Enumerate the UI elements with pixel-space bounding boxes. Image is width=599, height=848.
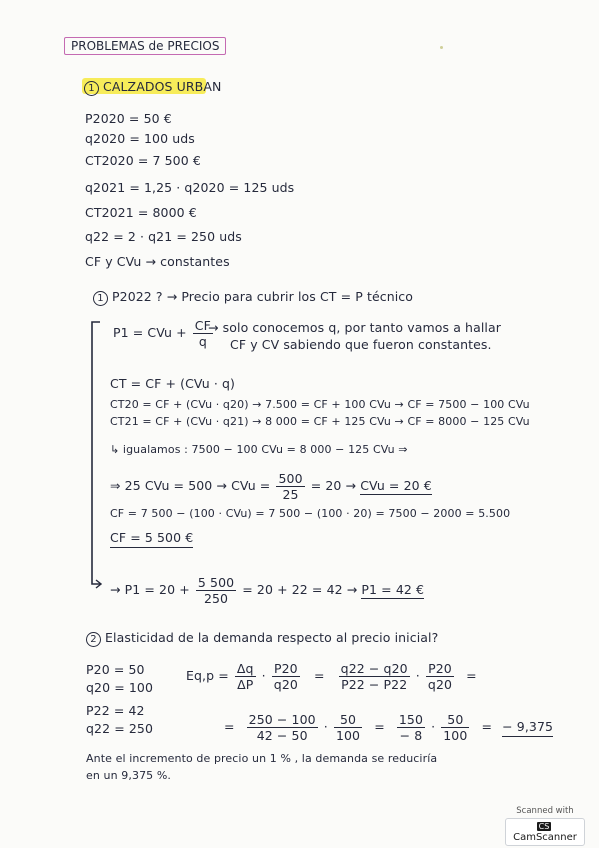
- ct21-equation: CT21 = CF + (CVu · q21) → 8 000 = CF + 125 CVu → CF = 8000 − 125 CVu: [110, 415, 530, 428]
- fraction-denominator: ΔP: [237, 677, 254, 692]
- p1-mid: = 20 + 22 = 42 →: [242, 582, 358, 597]
- fraction-numerator: 50: [334, 712, 362, 728]
- part2-question-text: Elasticidad de la demanda respecto al precio inicial?: [105, 630, 439, 645]
- fraction-numerator: CF: [194, 318, 211, 333]
- fraction-denominator: 100: [443, 728, 468, 743]
- p2-given: P22 = 42: [86, 703, 145, 718]
- fraction-numerator: 500: [278, 471, 303, 486]
- cf-result-line: [110, 530, 193, 545]
- elasticity-lhs: Eq,p =: [186, 668, 229, 683]
- part1-number: 1: [93, 291, 108, 306]
- ct-formula: CT = CF + (CVu · q): [110, 376, 235, 391]
- fraction-numerator: 250 − 100: [248, 712, 316, 727]
- given-line: CF y CVu → constantes: [85, 254, 230, 269]
- equals-sign: =: [224, 719, 235, 734]
- fraction-denominator: q: [198, 334, 207, 349]
- p2-given: q20 = 100: [86, 680, 154, 695]
- fraction: [426, 661, 454, 692]
- fraction: [272, 661, 300, 692]
- page-title: PROBLEMAS de PRECIOS: [64, 37, 226, 55]
- equals-sign: =: [374, 719, 385, 734]
- section1-heading: [84, 79, 221, 96]
- p1-result: P1 = 42 €: [361, 582, 425, 597]
- elasticity-formula: Eq,p = $\frac{\Delta q}{\Delta P}$ · $\frac{P20}{q20}$ = $\frac{q22 - q20}{P22 - P22}$ · $\frac{P20}{q20}$ =: [186, 661, 477, 692]
- fraction-denominator: 42 − 50: [256, 728, 308, 743]
- formula-note: → solo conocemos q, por tanto vamos a hallar: [208, 320, 501, 335]
- p1-final-line: [110, 575, 424, 606]
- fraction: [334, 712, 362, 743]
- fraction-numerator: 150: [398, 712, 424, 727]
- p2-given: P20 = 50: [86, 662, 145, 677]
- part1-question-text: P2022 ? → Precio para cubrir los CT = P técnico: [112, 289, 414, 304]
- part1-question: [93, 289, 413, 306]
- elasticity-result: − 9,375: [502, 719, 553, 737]
- given-line: q2020 = 100 uds: [85, 131, 195, 146]
- camscanner-brand: CamScanner: [513, 832, 577, 843]
- fraction-denominator: q20: [427, 677, 453, 692]
- p1-pre: → P1 = 20 +: [110, 582, 190, 597]
- equate-line: ↳ igualamos : 7500 − 100 CVu = 8 000 − 125 CVu ⇒: [110, 443, 408, 456]
- solve-fraction: [276, 471, 304, 502]
- given-line: P2020 = 50 €: [85, 111, 172, 126]
- fraction: [441, 712, 469, 743]
- fraction-numerator: Δq: [236, 661, 254, 676]
- ct20-equation: CT20 = CF + (CVu · q20) → 7.500 = CF + 100 CVu → CF = 7500 − 100 CVu: [110, 398, 530, 411]
- equals-sign: =: [481, 719, 493, 734]
- price-formula-lhs: P1 = CVu +: [113, 325, 187, 340]
- fraction: [397, 712, 425, 743]
- bleed-mark: [440, 46, 443, 49]
- p2-given: q22 = 250: [86, 721, 154, 736]
- equals-sign: =: [466, 668, 477, 683]
- solve-mid: = 20 →: [310, 478, 357, 493]
- part2-question: [86, 630, 438, 647]
- solve-cvu-line: [110, 471, 432, 502]
- fraction: [339, 661, 410, 692]
- price-formula: [113, 318, 215, 349]
- p1-fraction: [196, 575, 236, 606]
- given-line: CT2021 = 8000 €: [85, 205, 197, 220]
- part2-number: 2: [86, 632, 101, 647]
- fraction-numerator: P20: [426, 661, 454, 677]
- fraction-numerator: P20: [272, 661, 300, 677]
- fraction: [235, 661, 256, 692]
- given-line: q22 = 2 · q21 = 250 uds: [85, 229, 242, 244]
- conclusion-line: Ante el incremento de precio un 1 % , la demanda se reduciría: [86, 752, 438, 765]
- given-line: CT2020 = 7 500 €: [85, 153, 201, 168]
- elasticity-substitution: = $\frac{250 - 100}{42 - 50}$ · $\frac{50}{100}$ = $\frac{150}{- 8}$ · $\frac{50}{100}$ = − 9,375: [224, 712, 554, 743]
- solve-pre: ⇒ 25 CVu = 500 → CVu =: [110, 478, 271, 493]
- camscanner-logo: [505, 818, 585, 846]
- bracket-arrow: [88, 318, 102, 590]
- conclusion-line: en un 9,375 %.: [86, 769, 172, 782]
- fraction-numerator: 5 500: [197, 575, 235, 590]
- fraction: [247, 712, 318, 743]
- fraction-numerator: 50: [441, 712, 469, 728]
- watermark-caption: Scanned with: [516, 806, 574, 816]
- fraction-denominator: P22 − P22: [341, 677, 408, 692]
- fraction-denominator: 100: [335, 728, 361, 743]
- fraction-denominator: − 8: [399, 728, 423, 743]
- cf-calculation: CF = 7 500 − (100 · CVu) = 7 500 − (100 · 20) = 7500 − 2000 = 5.500: [110, 507, 511, 520]
- camscanner-logo-icon: CS: [538, 822, 550, 831]
- section1-number: 1: [84, 81, 99, 96]
- section1-title: CALZADOS URBAN: [103, 79, 222, 94]
- cvu-result: CVu = 20 €: [360, 478, 432, 493]
- given-line: q2021 = 1,25 · q2020 = 125 uds: [85, 180, 295, 195]
- fraction-denominator: q20: [273, 677, 298, 692]
- cf-result: CF = 5 500 €: [110, 530, 193, 548]
- camscanner-watermark: [505, 806, 585, 842]
- fraction-denominator: 250: [203, 591, 229, 606]
- fraction-denominator: 25: [282, 487, 299, 502]
- equals-sign: =: [314, 668, 325, 683]
- fraction-numerator: q22 − q20: [340, 661, 408, 676]
- formula-note: CF y CV sabiendo que fueron constantes.: [230, 337, 492, 352]
